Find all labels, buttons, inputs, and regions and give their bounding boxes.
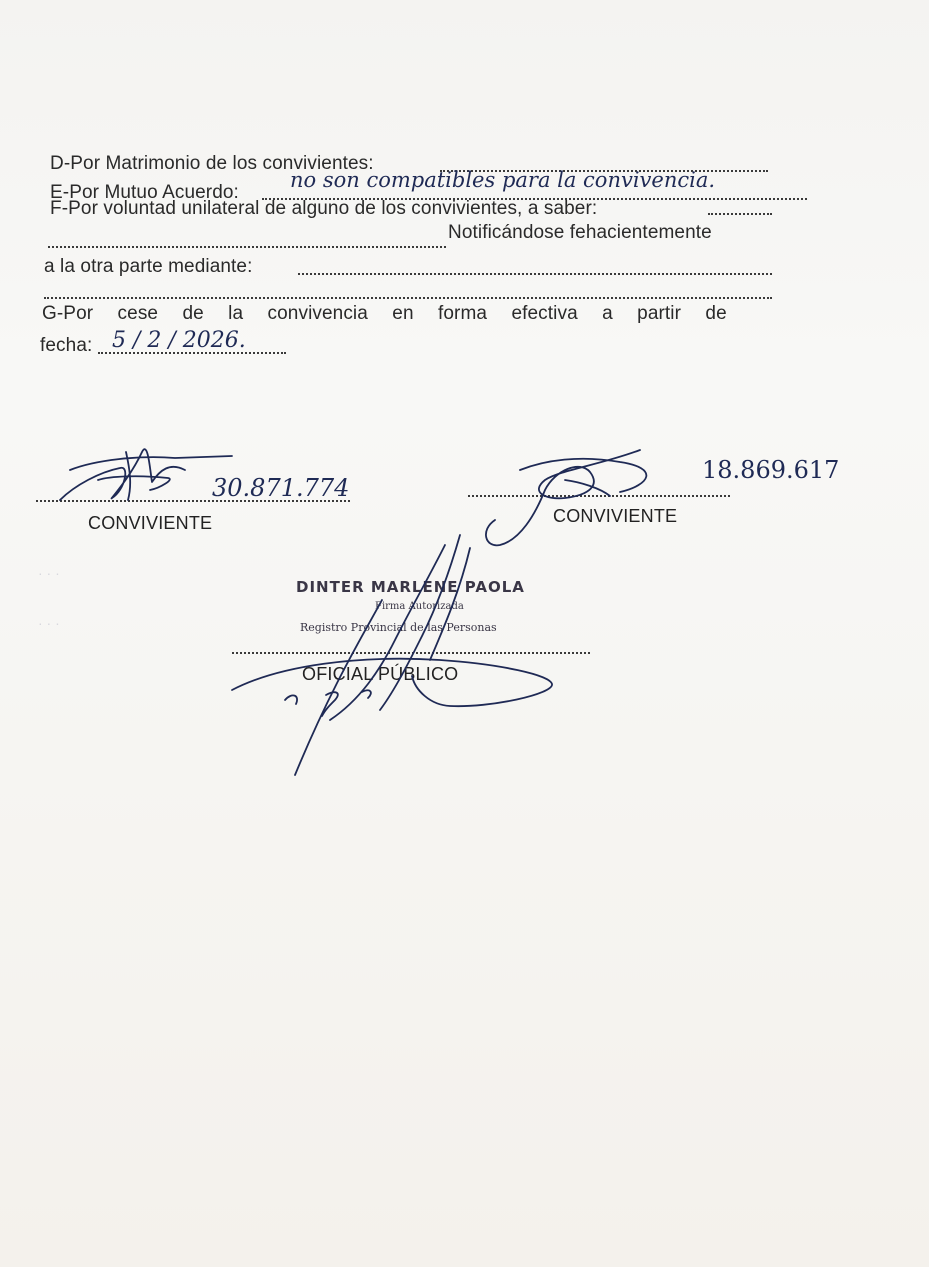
clause-f: F-Por voluntad unilateral de alguno de los convivientes, a saber: <box>50 198 598 219</box>
clause-g: G-Por cese de la convivencia en forma efectiva a partir de <box>42 303 727 324</box>
official-name-stamp: DINTER MARLENE PAOLA <box>296 578 525 596</box>
bleed-through-mark: · · · <box>38 615 60 631</box>
clause-f-mediante: a la otra parte mediante: <box>44 256 253 277</box>
clause-f-notif: Notificándose fehacientemente <box>448 222 712 243</box>
clause-e: E-Por Mutuo Acuerdo: <box>50 182 239 203</box>
clause-e-handwritten: no son compatibles para la convivencia. <box>290 168 716 192</box>
official-role-stamp: Firma Autorizada <box>375 601 464 612</box>
fecha-label: fecha: <box>40 335 93 356</box>
clause-f-dotted-line-3 <box>298 273 772 275</box>
official-registry-stamp: Registro Provincial de las Personas <box>300 621 497 634</box>
right-dni: 18.869.617 <box>702 456 840 484</box>
clause-d: D-Por Matrimonio de los convivientes: <box>50 153 374 174</box>
left-dni: 30.871.774 <box>212 474 350 502</box>
fecha-value: 5 / 2 / 2026. <box>112 328 246 353</box>
right-conviviente-label: CONVIVIENTE <box>553 506 678 526</box>
right-signature-line <box>468 495 730 497</box>
bleed-through-mark: · · · <box>38 565 60 581</box>
official-publico-label: OFICIAL PÚBLICO <box>302 664 459 684</box>
official-signature-line <box>232 652 590 654</box>
clause-f-dotted-line-2 <box>48 246 446 248</box>
left-conviviente-label: CONVIVIENTE <box>88 513 213 533</box>
clause-f-dotted-line <box>708 213 772 215</box>
clause-f-dotted-line-4 <box>44 297 772 299</box>
